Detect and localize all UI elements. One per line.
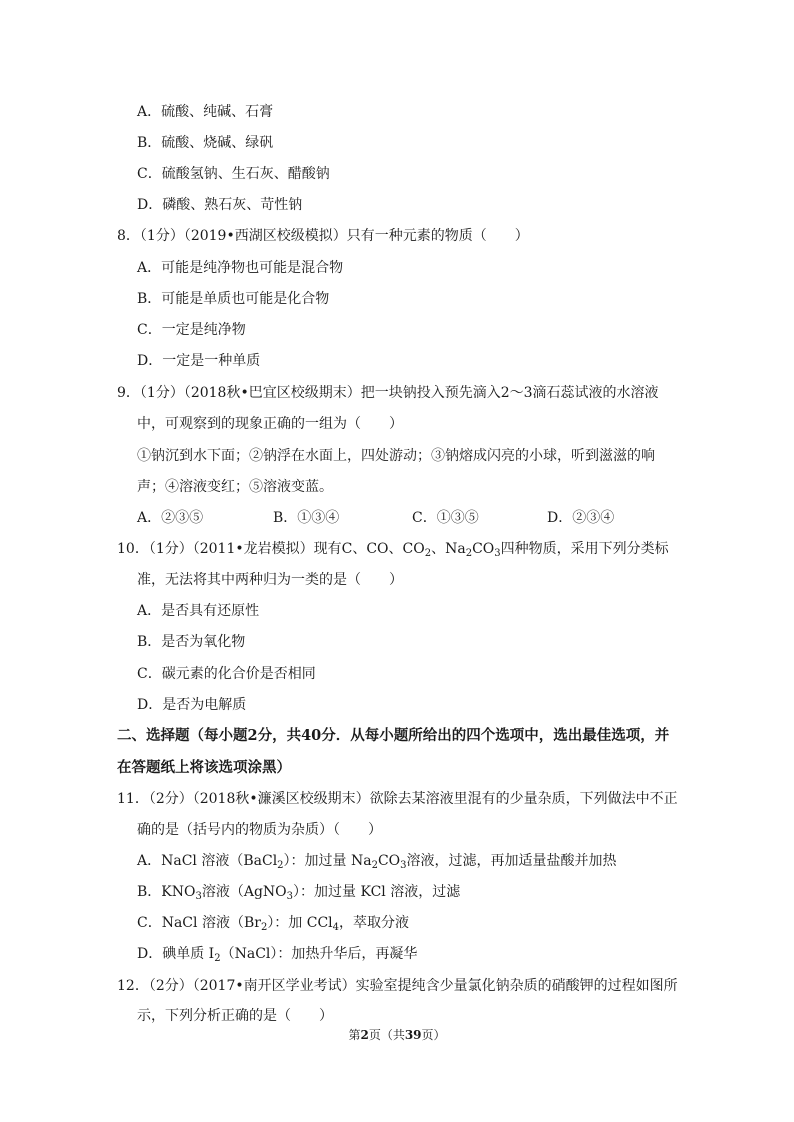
option-text: D．碘单质 I xyxy=(137,946,215,962)
subscript: 3 xyxy=(195,891,202,902)
subscript: 2 xyxy=(465,548,473,559)
q10-stem-line1 xyxy=(117,539,669,559)
q10-stem-text: CO xyxy=(472,541,495,557)
section-heading-line2: 在答题纸上将该选项涂黑） xyxy=(117,759,291,776)
subscript: 2 xyxy=(260,922,268,933)
option-text: CO xyxy=(377,853,401,869)
q7-option-d: D．磷酸、熟石灰、苛性钠 xyxy=(137,197,303,213)
q12-stem-line1: 12．（2分）（2017•南开区学业考试）实验室提纯含少量氯化钠杂质的硝酸钾的过程如图所 xyxy=(117,978,678,994)
q10-stem-text: 、Na xyxy=(431,541,466,557)
q9-option-c: C．①③⑤ xyxy=(412,510,479,526)
option-text: ）：加 CCl xyxy=(267,915,333,931)
q9-stem-line4: 声；④溶液变红；⑤溶液变蓝。 xyxy=(137,479,333,495)
subscript: 3 xyxy=(286,891,294,902)
q10-stem-text: 10．（1分）（2011•龙岩模拟）现有C、CO、CO xyxy=(117,541,425,557)
subscript: 4 xyxy=(332,922,340,933)
subscript: 3 xyxy=(494,548,501,559)
q11-option-c xyxy=(137,913,409,933)
q10-option-b: B．是否为氧化物 xyxy=(137,634,246,650)
subscript: 2 xyxy=(371,860,378,871)
subscript: 2 xyxy=(277,860,284,871)
q11-stem-line2: 确的是（括号内的物质为杂质）（ ） xyxy=(137,822,382,838)
subscript: 2 xyxy=(214,953,221,964)
q7-option-a: A．硫酸、纯碱、石膏 xyxy=(137,104,274,120)
option-text: B．KNO xyxy=(137,884,196,900)
footer-text: 页（共 xyxy=(368,1028,405,1042)
total-pages: 39 xyxy=(404,1028,422,1042)
option-text: ）：加过量 Na xyxy=(283,853,372,869)
q9-option-b: B．①③④ xyxy=(273,510,340,526)
q9-stem-line3: ①钠沉到水下面；②钠浮在水面上，四处游动；③钠熔成闪亮的小球，听到滋滋的响 xyxy=(137,448,655,464)
q8-option-c: C．一定是纯净物 xyxy=(137,322,246,338)
footer-text: 第 xyxy=(348,1028,361,1042)
section-heading-line1: 二、选择题（每小题2分，共40分．从每小题所给出的四个选项中，选出最佳选项，并 xyxy=(117,727,670,744)
q10-option-c: C．碳元素的化合价是否相同 xyxy=(137,666,316,682)
q10-stem-text: 四种物质，采用下列分类标 xyxy=(500,541,669,557)
q8-option-b: B．可能是单质也可能是化合物 xyxy=(137,291,330,307)
q8-option-a: A．可能是纯净物也可能是混合物 xyxy=(137,260,344,276)
q11-option-b xyxy=(137,882,460,902)
q11-stem-line1: 11．（2分）（2018秋•濂溪区校级期末）欲除去某溶液里混有的少量杂质，下列做法中不正 xyxy=(117,791,678,807)
q8-option-d: D．一定是一种单质 xyxy=(137,353,261,369)
q11-option-a xyxy=(137,851,617,871)
page-number: 2 xyxy=(360,1028,369,1042)
option-text: A．NaCl 溶液（BaCl xyxy=(137,853,278,869)
q11-option-d xyxy=(137,944,417,964)
q10-option-a: A．是否具有还原性 xyxy=(137,603,260,619)
q7-option-c: C．硫酸氢钠、生石灰、醋酸钠 xyxy=(137,166,330,182)
q12-stem-line2: 示，下列分析正确的是（ ） xyxy=(137,1008,333,1024)
q9-option-d: D．②③④ xyxy=(547,510,615,526)
footer-text: 页） xyxy=(421,1028,446,1042)
option-text: ）：加过量 KCl 溶液，过滤 xyxy=(293,884,461,900)
option-text: （NaCl）：加热升华后，再凝华 xyxy=(220,946,418,962)
option-text: ，萃取分液 xyxy=(339,915,410,931)
subscript: 2 xyxy=(424,548,432,559)
q9-stem-line1: 9．（1分）（2018秋•巴宜区校级期末）把一块钠投入预先滴入2～3滴石蕊试液的水溶液 xyxy=(117,385,659,401)
q8-stem: 8．（1分）（2019•西湖区校级模拟）只有一种元素的物质（ ） xyxy=(117,228,529,244)
subscript: 3 xyxy=(400,860,407,871)
q9-stem-line2: 中，可观察到的现象正确的一组为（ ） xyxy=(137,416,403,432)
q7-option-b: B．硫酸、烧碱、绿矾 xyxy=(137,135,274,151)
option-text: 溶液，过滤，再加适量盐酸并加热 xyxy=(406,853,617,869)
q10-stem-line2: 准，无法将其中两种归为一类的是（ ） xyxy=(137,572,403,588)
page-footer xyxy=(0,1026,794,1043)
q10-option-d: D．是否为电解质 xyxy=(137,697,247,713)
option-text: 溶液（AgNO xyxy=(201,884,287,900)
q9-option-a: A．②③⑤ xyxy=(137,510,204,526)
option-text: C．NaCl 溶液（Br xyxy=(137,915,261,931)
